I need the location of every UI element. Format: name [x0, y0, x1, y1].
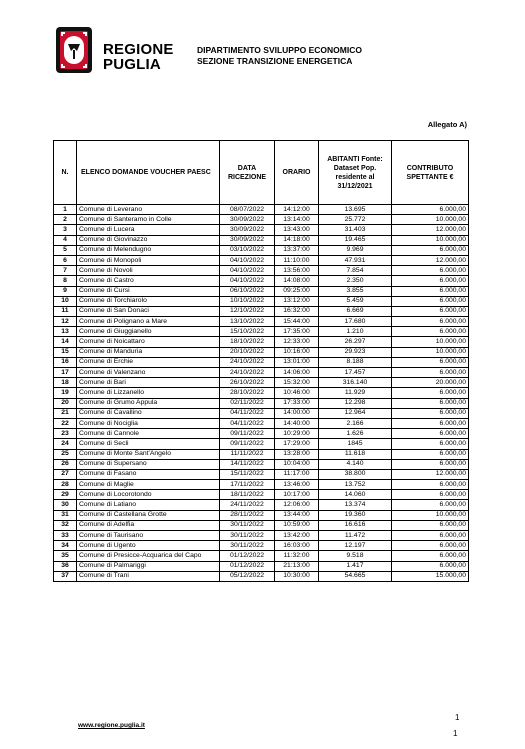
row-data-ricezione: 01/12/2022	[220, 561, 275, 571]
row-number: 31	[54, 510, 77, 520]
row-comune: Comune di Maglie	[77, 480, 220, 490]
row-data-ricezione: 30/09/2022	[220, 235, 275, 245]
row-number: 20	[54, 398, 77, 408]
row-comune: Comune di Locorotondo	[77, 490, 220, 500]
row-comune: Comune di Melendugno	[77, 245, 220, 255]
row-contributo: 6.000,00	[392, 286, 469, 296]
row-comune: Comune di Erchie	[77, 357, 220, 367]
row-number: 17	[54, 368, 77, 378]
table-row	[54, 215, 469, 225]
row-contributo: 10.000,00	[392, 215, 469, 225]
table-row	[54, 408, 469, 418]
row-number: 23	[54, 429, 77, 439]
table-row	[54, 510, 469, 520]
row-comune: Comune di Noicattaro	[77, 337, 220, 347]
row-abitanti: 5.459	[319, 296, 392, 306]
table-row	[54, 531, 469, 541]
table-row	[54, 459, 469, 469]
row-contributo: 6.000,00	[392, 276, 469, 286]
row-orario: 17:33:00	[275, 398, 319, 408]
row-abitanti: 19.360	[319, 510, 392, 520]
row-abitanti: 16.616	[319, 520, 392, 530]
row-abitanti: 12.197	[319, 541, 392, 551]
row-abitanti: 8.188	[319, 357, 392, 367]
table-row	[54, 378, 469, 388]
row-orario: 17:29:00	[275, 439, 319, 449]
row-comune: Comune di Valenzano	[77, 368, 220, 378]
row-contributo: 6.000,00	[392, 388, 469, 398]
regione-puglia-logo	[55, 26, 93, 74]
row-comune: Comune di Bari	[77, 378, 220, 388]
row-contributo: 6.000,00	[392, 408, 469, 418]
row-number: 8	[54, 276, 77, 286]
row-abitanti: 9.969	[319, 245, 392, 255]
page-number: 1	[455, 713, 460, 722]
row-comune: Comune di Latiano	[77, 500, 220, 510]
row-orario: 10:17:00	[275, 490, 319, 500]
row-contributo: 6.000,00	[392, 245, 469, 255]
row-contributo: 6.000,00	[392, 357, 469, 367]
row-contributo: 20.000,00	[392, 378, 469, 388]
footer-website-link[interactable]: www.regione.puglia.it	[78, 722, 145, 729]
row-data-ricezione: 05/12/2022	[220, 571, 275, 581]
brand-name	[103, 42, 174, 72]
row-comune: Comune di Manduria	[77, 347, 220, 357]
brand-line-2: PUGLIA	[103, 56, 161, 73]
table-row	[54, 469, 469, 479]
row-number: 27	[54, 469, 77, 479]
row-comune: Comune di Adelfia	[77, 520, 220, 530]
row-number: 35	[54, 551, 77, 561]
row-number: 16	[54, 357, 77, 367]
row-orario: 13:43:00	[275, 225, 319, 235]
row-data-ricezione: 11/11/2022	[220, 449, 275, 459]
row-comune: Comune di Ugento	[77, 541, 220, 551]
row-contributo: 6.000,00	[392, 541, 469, 551]
row-number: 4	[54, 235, 77, 245]
table-row	[54, 347, 469, 357]
table-row	[54, 245, 469, 255]
row-data-ricezione: 30/11/2022	[220, 531, 275, 541]
row-data-ricezione: 30/09/2022	[220, 225, 275, 235]
row-data-ricezione: 13/10/2022	[220, 317, 275, 327]
row-contributo: 6.000,00	[392, 306, 469, 316]
row-data-ricezione: 14/11/2022	[220, 459, 275, 469]
row-orario: 14:08:00	[275, 276, 319, 286]
row-orario: 21:13:00	[275, 561, 319, 571]
row-comune: Comune di Monte Sant'Angelo	[77, 449, 220, 459]
row-contributo: 6.000,00	[392, 459, 469, 469]
row-abitanti: 1845	[319, 439, 392, 449]
row-abitanti: 6.669	[319, 306, 392, 316]
row-number: 22	[54, 418, 77, 428]
row-contributo: 10.000,00	[392, 347, 469, 357]
row-contributo: 6.000,00	[392, 561, 469, 571]
row-data-ricezione: 30/11/2022	[220, 520, 275, 530]
table-row	[54, 317, 469, 327]
row-comune: Comune di Nociglia	[77, 418, 220, 428]
row-comune: Comune di Santeramo in Colle	[77, 215, 220, 225]
header-contributo: CONTRIBUTO SPETTANTE €	[392, 141, 469, 205]
row-contributo: 6.000,00	[392, 449, 469, 459]
row-number: 36	[54, 561, 77, 571]
row-number: 9	[54, 286, 77, 296]
table-row	[54, 480, 469, 490]
table-row	[54, 276, 469, 286]
row-orario: 10:30:00	[275, 571, 319, 581]
row-comune: Comune di Polignano a Mare	[77, 317, 220, 327]
row-comune: Comune di Supersano	[77, 459, 220, 469]
row-data-ricezione: 06/10/2022	[220, 286, 275, 296]
row-abitanti: 17.680	[319, 317, 392, 327]
row-orario: 13:37:00	[275, 245, 319, 255]
row-comune: Comune di Presicce-Acquarica del Capo	[77, 551, 220, 561]
row-abitanti: 9.518	[319, 551, 392, 561]
row-orario: 14:12:00	[275, 205, 319, 215]
row-abitanti: 2.350	[319, 276, 392, 286]
header-orario: ORARIO	[275, 141, 319, 205]
row-orario: 17:35:00	[275, 327, 319, 337]
table-row	[54, 327, 469, 337]
row-abitanti: 12.964	[319, 408, 392, 418]
row-comune: Comune di Palmariggi	[77, 561, 220, 571]
row-orario: 11:32:00	[275, 551, 319, 561]
row-comune: Comune di Castro	[77, 276, 220, 286]
row-data-ricezione: 01/12/2022	[220, 551, 275, 561]
allegato-label: Allegato A)	[427, 120, 467, 129]
row-abitanti: 26.297	[319, 337, 392, 347]
row-data-ricezione: 24/11/2022	[220, 500, 275, 510]
row-comune: Comune di Monopoli	[77, 255, 220, 265]
row-abitanti: 1.626	[319, 429, 392, 439]
row-data-ricezione: 18/10/2022	[220, 337, 275, 347]
row-data-ricezione: 02/11/2022	[220, 398, 275, 408]
row-orario: 15:44:00	[275, 317, 319, 327]
row-orario: 09:25:00	[275, 286, 319, 296]
row-data-ricezione: 30/09/2022	[220, 215, 275, 225]
header-elenco: ELENCO DOMANDE VOUCHER PAESC	[77, 141, 220, 205]
row-data-ricezione: 30/11/2022	[220, 541, 275, 551]
row-abitanti: 29.923	[319, 347, 392, 357]
row-contributo: 6.000,00	[392, 296, 469, 306]
row-number: 19	[54, 388, 77, 398]
table-row	[54, 449, 469, 459]
table-row	[54, 255, 469, 265]
row-orario: 13:44:00	[275, 510, 319, 520]
table-row	[54, 490, 469, 500]
row-contributo: 6.000,00	[392, 490, 469, 500]
row-data-ricezione: 04/11/2022	[220, 418, 275, 428]
row-number: 32	[54, 520, 77, 530]
row-abitanti: 316.140	[319, 378, 392, 388]
row-orario: 13:42:00	[275, 531, 319, 541]
row-abitanti: 2.166	[319, 418, 392, 428]
row-abitanti: 38.800	[319, 469, 392, 479]
header-abitanti: ABITANTI Fonte: Dataset Pop. residente al 31/12/2021	[319, 141, 392, 205]
row-contributo: 6.000,00	[392, 429, 469, 439]
row-comune: Comune di Taurisano	[77, 531, 220, 541]
row-contributo: 15.000,00	[392, 571, 469, 581]
row-comune: Comune di Cannole	[77, 429, 220, 439]
row-orario: 13:46:00	[275, 480, 319, 490]
department-heading	[197, 45, 362, 67]
row-abitanti: 13.695	[319, 205, 392, 215]
row-abitanti: 31.403	[319, 225, 392, 235]
row-number: 2	[54, 215, 77, 225]
row-orario: 13:01:00	[275, 357, 319, 367]
row-data-ricezione: 04/10/2022	[220, 276, 275, 286]
row-data-ricezione: 04/11/2022	[220, 408, 275, 418]
row-contributo: 10.000,00	[392, 510, 469, 520]
table-row	[54, 388, 469, 398]
row-number: 18	[54, 378, 77, 388]
row-number: 6	[54, 255, 77, 265]
table-row	[54, 286, 469, 296]
row-number: 28	[54, 480, 77, 490]
row-abitanti: 1.417	[319, 561, 392, 571]
row-data-ricezione: 24/10/2022	[220, 357, 275, 367]
row-orario: 10:46:00	[275, 388, 319, 398]
row-number: 26	[54, 459, 77, 469]
row-number: 7	[54, 266, 77, 276]
row-data-ricezione: 20/10/2022	[220, 347, 275, 357]
row-comune: Comune di Cursi	[77, 286, 220, 296]
row-contributo: 6.000,00	[392, 368, 469, 378]
row-contributo: 6.000,00	[392, 327, 469, 337]
table-row	[54, 398, 469, 408]
row-orario: 14:18:00	[275, 235, 319, 245]
header-n: N.	[54, 141, 77, 205]
row-data-ricezione: 08/07/2022	[220, 205, 275, 215]
row-data-ricezione: 12/10/2022	[220, 306, 275, 316]
row-number: 5	[54, 245, 77, 255]
row-orario: 14:40:00	[275, 418, 319, 428]
table-row	[54, 296, 469, 306]
row-comune: Comune di Lizzanello	[77, 388, 220, 398]
row-abitanti: 4.140	[319, 459, 392, 469]
row-data-ricezione: 03/10/2022	[220, 245, 275, 255]
row-abitanti: 47.931	[319, 255, 392, 265]
table-row	[54, 551, 469, 561]
row-contributo: 12.000,00	[392, 225, 469, 235]
table-body	[54, 205, 469, 582]
row-comune: Comune di Leverano	[77, 205, 220, 215]
row-comune: Comune di Cavallino	[77, 408, 220, 418]
row-abitanti: 3.855	[319, 286, 392, 296]
row-contributo: 12.000,00	[392, 255, 469, 265]
row-orario: 15:32:00	[275, 378, 319, 388]
row-comune: Comune di Torchiarolo	[77, 296, 220, 306]
row-abitanti: 19.465	[319, 235, 392, 245]
row-contributo: 6.000,00	[392, 520, 469, 530]
row-abitanti: 17.457	[319, 368, 392, 378]
table-row	[54, 357, 469, 367]
row-number: 13	[54, 327, 77, 337]
row-orario: 13:14:00	[275, 215, 319, 225]
row-contributo: 10.000,00	[392, 235, 469, 245]
table-row	[54, 266, 469, 276]
table-row	[54, 205, 469, 215]
row-comune: Comune di Novoli	[77, 266, 220, 276]
row-orario: 13:12:00	[275, 296, 319, 306]
row-contributo: 10.000,00	[392, 337, 469, 347]
row-comune: Comune di Fasano	[77, 469, 220, 479]
row-orario: 16:32:00	[275, 306, 319, 316]
table-row	[54, 520, 469, 530]
row-number: 29	[54, 490, 77, 500]
row-abitanti: 7.854	[319, 266, 392, 276]
table-row	[54, 429, 469, 439]
row-abitanti: 14.060	[319, 490, 392, 500]
row-comune: Comune di San Donaci	[77, 306, 220, 316]
row-number: 15	[54, 347, 77, 357]
row-abitanti: 13.752	[319, 480, 392, 490]
row-abitanti: 25.772	[319, 215, 392, 225]
row-contributo: 6.000,00	[392, 439, 469, 449]
table-row	[54, 571, 469, 581]
row-orario: 11:10:00	[275, 255, 319, 265]
brand-line-1: REGIONE	[103, 41, 174, 58]
row-data-ricezione: 24/10/2022	[220, 368, 275, 378]
row-data-ricezione: 28/11/2022	[220, 510, 275, 520]
row-number: 34	[54, 541, 77, 551]
row-contributo: 12.000,00	[392, 469, 469, 479]
voucher-requests-table	[53, 140, 469, 582]
row-abitanti: 54.665	[319, 571, 392, 581]
page-number-secondary: 1	[453, 729, 458, 738]
row-orario: 13:56:00	[275, 266, 319, 276]
row-orario: 13:28:00	[275, 449, 319, 459]
row-contributo: 6.000,00	[392, 205, 469, 215]
table-row	[54, 418, 469, 428]
row-orario: 14:00:00	[275, 408, 319, 418]
row-data-ricezione: 04/10/2022	[220, 255, 275, 265]
row-data-ricezione: 28/10/2022	[220, 388, 275, 398]
table-row	[54, 500, 469, 510]
table-header-row	[54, 141, 469, 205]
row-data-ricezione: 09/11/2022	[220, 429, 275, 439]
row-number: 12	[54, 317, 77, 327]
row-comune: Comune di Lucera	[77, 225, 220, 235]
row-abitanti: 11.618	[319, 449, 392, 459]
row-contributo: 6.000,00	[392, 531, 469, 541]
row-data-ricezione: 04/10/2022	[220, 266, 275, 276]
row-comune: Comune di Giovinazzo	[77, 235, 220, 245]
row-data-ricezione: 17/11/2022	[220, 480, 275, 490]
row-contributo: 6.000,00	[392, 551, 469, 561]
table-row	[54, 225, 469, 235]
row-abitanti: 12.298	[319, 398, 392, 408]
row-number: 10	[54, 296, 77, 306]
table-row	[54, 541, 469, 551]
table-row	[54, 235, 469, 245]
row-number: 30	[54, 500, 77, 510]
row-number: 3	[54, 225, 77, 235]
row-number: 33	[54, 531, 77, 541]
row-orario: 10:29:00	[275, 429, 319, 439]
row-number: 21	[54, 408, 77, 418]
row-abitanti: 13.374	[319, 500, 392, 510]
department-line-1: DIPARTIMENTO SVILUPPO ECONOMICO	[197, 45, 362, 55]
row-orario: 10:04:00	[275, 459, 319, 469]
row-contributo: 6.000,00	[392, 266, 469, 276]
row-orario: 14:06:00	[275, 368, 319, 378]
row-comune: Comune di Castellana Grotte	[77, 510, 220, 520]
row-orario: 12:06:00	[275, 500, 319, 510]
row-data-ricezione: 15/10/2022	[220, 327, 275, 337]
row-data-ricezione: 15/11/2022	[220, 469, 275, 479]
row-abitanti: 1.210	[319, 327, 392, 337]
row-contributo: 6.000,00	[392, 317, 469, 327]
row-contributo: 6.000,00	[392, 418, 469, 428]
row-contributo: 6.000,00	[392, 500, 469, 510]
table-row	[54, 439, 469, 449]
row-orario: 16:03:00	[275, 541, 319, 551]
row-data-ricezione: 26/10/2022	[220, 378, 275, 388]
row-data-ricezione: 10/10/2022	[220, 296, 275, 306]
row-orario: 10:59:00	[275, 520, 319, 530]
row-abitanti: 11.929	[319, 388, 392, 398]
department-line-2: SEZIONE TRANSIZIONE ENERGETICA	[197, 56, 353, 66]
row-number: 37	[54, 571, 77, 581]
row-comune: Comune di Grumo Appula	[77, 398, 220, 408]
table-row	[54, 368, 469, 378]
row-abitanti: 11.472	[319, 531, 392, 541]
row-contributo: 6.000,00	[392, 480, 469, 490]
row-data-ricezione: 18/11/2022	[220, 490, 275, 500]
table-row	[54, 306, 469, 316]
row-orario: 11:17:00	[275, 469, 319, 479]
row-contributo: 6.000,00	[392, 398, 469, 408]
row-orario: 12:33:00	[275, 337, 319, 347]
row-comune: Comune di Secli	[77, 439, 220, 449]
row-number: 25	[54, 449, 77, 459]
row-number: 11	[54, 306, 77, 316]
row-comune: Comune di Giuggianello	[77, 327, 220, 337]
table-row	[54, 337, 469, 347]
row-number: 14	[54, 337, 77, 347]
row-data-ricezione: 09/11/2022	[220, 439, 275, 449]
row-number: 1	[54, 205, 77, 215]
row-comune: Comune di Trani	[77, 571, 220, 581]
row-orario: 10:16:00	[275, 347, 319, 357]
table-row	[54, 561, 469, 571]
header-data: DATA RICEZIONE	[220, 141, 275, 205]
row-number: 24	[54, 439, 77, 449]
